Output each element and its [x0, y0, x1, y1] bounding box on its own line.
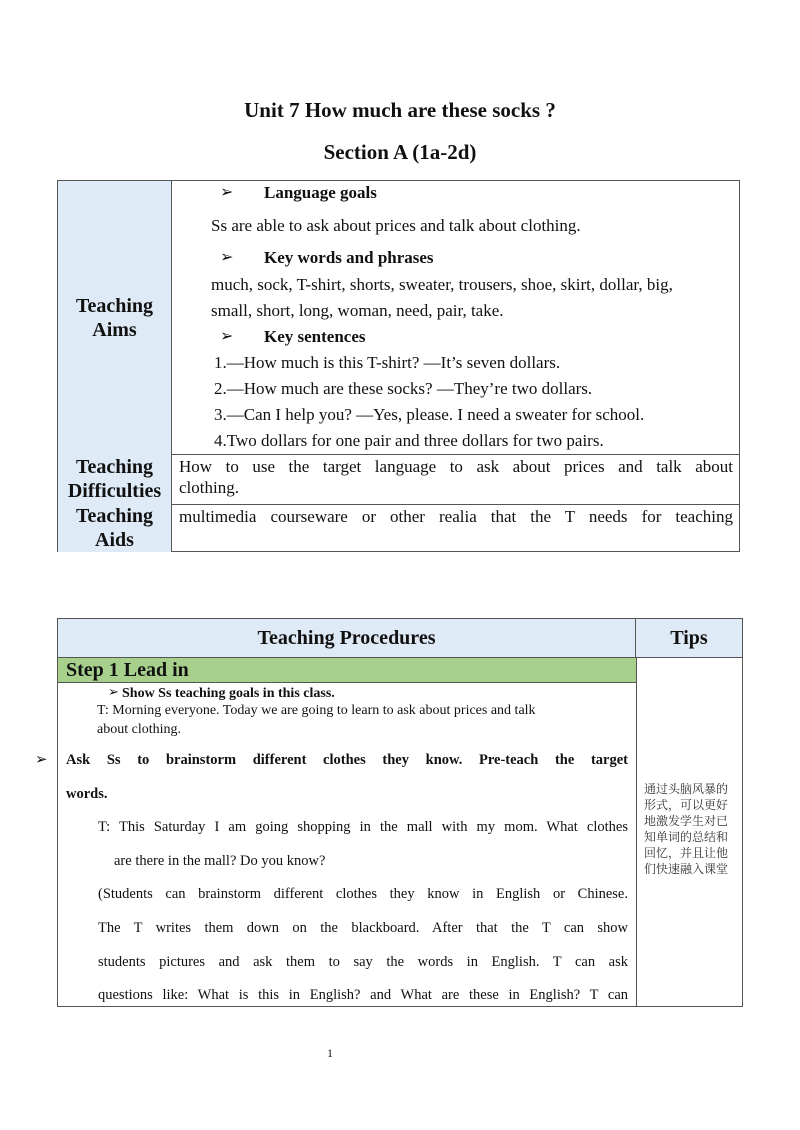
label-line: Difficulties: [67, 480, 162, 502]
label-line: Aims: [92, 318, 137, 341]
teacher-question: are there in the mall? Do you know?: [114, 853, 326, 869]
column-divider: [636, 657, 637, 1007]
teaching-aims-label: [58, 181, 172, 454]
teacher-question: T: This Saturday I am going shopping in the mall with my mom. What clothes: [98, 819, 628, 835]
teaching-difficulties-label: [58, 454, 172, 504]
procedures-header: Teaching Procedures: [58, 619, 636, 657]
teaching-aids-label: [58, 504, 172, 552]
page-number: 1: [327, 1046, 333, 1060]
key-words-line: small, short, long, woman, need, pair, take.: [211, 301, 504, 320]
section-title: Section A (1a-2d): [323, 140, 477, 164]
label-line: Teaching: [75, 456, 154, 478]
step-heading: Step 1 Lead in: [58, 658, 636, 683]
arrow-bullet-icon: ➢: [35, 750, 48, 768]
key-sentence: 3.—Can I help you? —Yes, please. I need a sweater for school.: [214, 405, 645, 424]
key-words-line: much, sock, T-shirt, shorts, sweater, trousers, shoe, skirt, dollar, big,: [211, 275, 673, 294]
label-line: Teaching: [75, 294, 154, 317]
key-sentences-heading: Key sentences: [264, 327, 366, 346]
arrow-bullet-icon: ➢: [220, 247, 234, 266]
key-sentence: 1.—How much is this T-shirt? —It’s seven dollars.: [214, 353, 561, 372]
arrow-bullet-icon: ➢: [108, 685, 119, 700]
tips-text: 通过头脑风暴的形式，可以更好地激发学生对已知单词的总结和回忆，并且让他们快速融入课堂: [644, 782, 729, 876]
show-goals-text: Show Ss teaching goals in this class.: [122, 686, 335, 701]
language-goals-text: Ss are able to ask about prices and talk about clothing.: [211, 216, 581, 235]
key-sentence: 4.Two dollars for one pair and three dollars for two pairs.: [214, 431, 604, 450]
students-note: students pictures and ask them to say the words in English. T can ask: [98, 954, 628, 970]
arrow-bullet-icon: ➢: [220, 182, 234, 201]
label-line: Aids: [95, 529, 134, 551]
teaching-procedures-table: [35, 618, 743, 1007]
brainstorm-instruction: words.: [66, 786, 108, 802]
key-sentence: 2.—How much are these socks? —They’re two dollars.: [214, 379, 593, 398]
tips-header: Tips: [636, 619, 742, 657]
students-note: (Students can brainstorm different clothes they know in English or Chinese.: [98, 886, 628, 902]
students-note: questions like: What is this in English? and What are these in English? T can: [98, 987, 628, 1003]
aids-text: multimedia courseware or other realia that the T needs for teaching: [179, 507, 733, 526]
teaching-aims-table: [57, 180, 740, 552]
brainstorm-instruction: Ask Ss to brainstorm different clothes they know. Pre-teach the target: [66, 752, 628, 768]
teacher-line: about clothing.: [97, 722, 181, 737]
document-title: Unit 7 How much are these socks ?: [244, 98, 556, 122]
key-words-heading: Key words and phrases: [264, 248, 434, 267]
difficulties-text: clothing.: [179, 478, 239, 497]
language-goals-heading: Language goals: [264, 183, 377, 202]
arrow-bullet-icon: ➢: [220, 326, 234, 345]
difficulties-text: How to use the target language to ask about prices and talk about: [179, 457, 733, 476]
students-note: The T writes them down on the blackboard. After that the T can show: [98, 920, 628, 936]
teacher-line: T: Morning everyone. Today we are going to learn to ask about prices and talk: [97, 703, 536, 718]
label-line: Teaching: [75, 505, 154, 527]
